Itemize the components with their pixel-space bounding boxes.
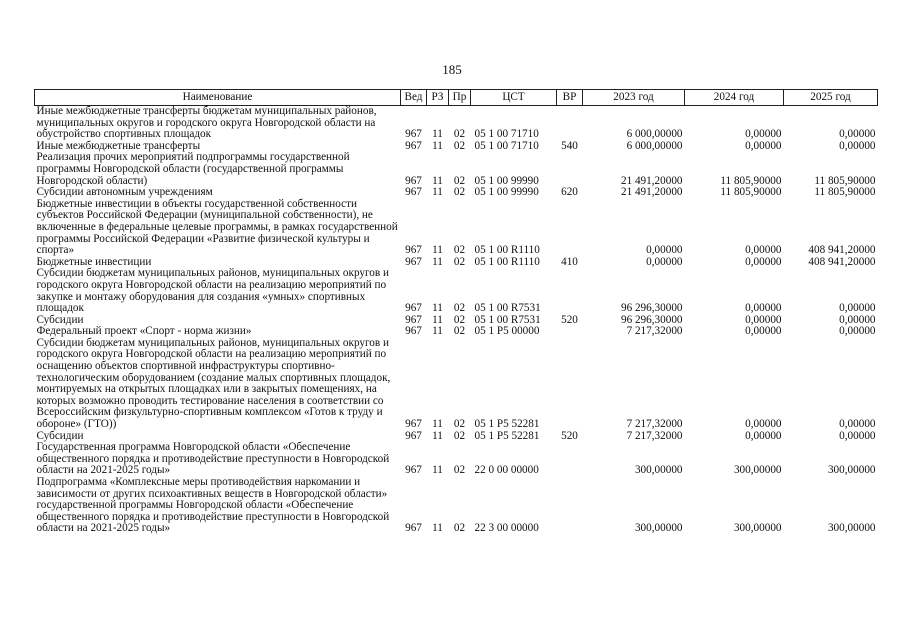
row-amount-2024: 300,00000 (733, 464, 782, 477)
row-ved: 967 (405, 128, 422, 141)
row-ved: 967 (405, 255, 422, 268)
row-name: Субсидии бюджетам муниципальных районов, муниципальных округов и городского округа Новгородской области на реализацию мероприятий по оснащению объектов спортивной инфраструктуры спортивно-технологическим оборудованием (создание малых спортивных площадок, монтируемых на открытых площадках или в закрытых помещениях, на которых возможно проводить тестирование населения в соответствии со Всероссийским физкультурно-спортивным комплексом «Готов к труду и обороне» (ГТО)) (36, 336, 391, 431)
row-amount-2023: 21 491,20000 (620, 186, 683, 199)
row-cst: 05 1 P5 00000 (474, 325, 540, 338)
row-name: Федеральный проект «Спорт - норма жизни» (36, 325, 252, 338)
row-ved: 967 (405, 244, 422, 257)
row-cst: 22 0 00 00000 (474, 464, 539, 477)
row-amount-2024: 11 805,90000 (720, 186, 782, 199)
row-amount-2025: 0,00000 (839, 139, 876, 152)
page-number: 185 (442, 62, 462, 77)
row-amount-2025: 0,00000 (839, 302, 876, 315)
header-ved: Вед (401, 90, 427, 106)
row-name: Субсидии бюджетам муниципальных районов, муниципальных округов и городского округа Новгородской области на реализацию мероприятий по закупке и монтажу оборудования для создания «умных» спортивных площадок (36, 267, 389, 315)
row-amount-2024: 0,00000 (745, 139, 782, 152)
row-vr (557, 199, 583, 257)
row-cst: 05 1 P5 52281 (474, 429, 540, 442)
row-vr: 520 (561, 313, 578, 326)
row-pr: 02 (453, 313, 466, 326)
row-amount-2023: 7 217,32000 (626, 325, 683, 338)
row-pr: 02 (453, 139, 466, 152)
row-ved: 967 (405, 313, 422, 326)
row-rz: 11 (432, 325, 443, 338)
table-row (35, 338, 878, 431)
row-cst: 22 3 00 00000 (474, 522, 539, 535)
row-amount-2025: 300,00000 (827, 522, 876, 535)
header-vr: ВР (557, 90, 583, 106)
row-amount-2024: 11 805,90000 (720, 174, 782, 187)
row-amount-2024: 0,00000 (745, 313, 782, 326)
row-name: Иные межбюджетные трансферты (36, 139, 201, 152)
table-header-row (35, 90, 878, 106)
row-amount-2025: 0,00000 (839, 429, 876, 442)
row-amount-2023: 0,00000 (646, 255, 683, 268)
row-rz: 11 (432, 244, 443, 257)
row-rz: 11 (432, 464, 443, 477)
header-cst: ЦСТ (471, 90, 557, 106)
row-ved: 967 (405, 302, 422, 315)
row-amount-2023: 6 000,00000 (626, 139, 683, 152)
row-rz: 11 (432, 418, 443, 431)
row-amount-2024: 0,00000 (745, 429, 782, 442)
row-pr: 02 (453, 464, 466, 477)
row-ved: 967 (405, 325, 422, 338)
row-name: Государственная программа Новгородской области «Обеспечение общественного порядка и противодействие преступности в Новгородской области на 2021-2025 годы» (36, 441, 390, 477)
row-ved: 967 (405, 522, 422, 535)
row-cst: 05 1 00 99990 (474, 186, 539, 199)
row-amount-2024: 300,00000 (733, 522, 782, 535)
row-cst: 05 1 00 71710 (474, 139, 539, 152)
row-vr (557, 442, 583, 477)
row-amount-2024: 0,00000 (745, 302, 782, 315)
row-vr (557, 326, 583, 338)
row-amount-2025: 0,00000 (839, 313, 876, 326)
row-amount-2025: 0,00000 (839, 418, 876, 431)
row-vr: 520 (561, 429, 578, 442)
row-ved: 967 (405, 174, 422, 187)
row-name: Подпрограмма «Комплексные меры противодействия наркомании и зависимости от других психоактивных веществ в Новгородской области» государственной программы Новгородской области «Обеспечение общественного порядка и противодействие преступности в Новгородской области на 2021-2025 годы» (36, 476, 390, 535)
row-amount-2024: 0,00000 (745, 418, 782, 431)
row-vr (557, 268, 583, 314)
table-row (35, 106, 878, 141)
row-amount-2024: 0,00000 (745, 244, 782, 257)
row-vr: 620 (561, 186, 578, 199)
row-vr: 410 (561, 255, 578, 268)
row-amount-2023: 7 217,32000 (626, 418, 683, 431)
row-pr: 02 (453, 255, 466, 268)
row-pr: 02 (453, 128, 466, 141)
row-cst: 05 1 00 71710 (474, 128, 539, 141)
header-2024: 2024 год (685, 90, 784, 106)
row-rz: 11 (432, 313, 443, 326)
row-ved: 967 (405, 139, 422, 152)
row-amount-2023: 0,00000 (646, 244, 683, 257)
row-ved: 967 (405, 464, 422, 477)
row-vr (557, 152, 583, 187)
row-rz: 11 (432, 522, 443, 535)
row-amount-2025: 0,00000 (839, 128, 876, 141)
row-vr (557, 338, 583, 431)
header-2023: 2023 год (583, 90, 685, 106)
row-amount-2024: 0,00000 (745, 255, 782, 268)
row-pr: 02 (453, 522, 466, 535)
row-rz: 11 (432, 128, 443, 141)
row-amount-2025: 408 941,20000 (808, 244, 876, 257)
header-rz: РЗ (427, 90, 449, 106)
row-ved: 967 (405, 429, 422, 442)
row-pr: 02 (453, 186, 466, 199)
row-amount-2023: 96 296,30000 (620, 313, 683, 326)
row-amount-2023: 300,00000 (634, 464, 683, 477)
row-ved: 967 (405, 186, 422, 199)
row-cst: 05 1 00 R7531 (474, 313, 541, 326)
row-cst: 05 1 P5 52281 (474, 418, 540, 431)
row-amount-2023: 300,00000 (634, 522, 683, 535)
table-body (35, 106, 878, 535)
row-amount-2025: 11 805,90000 (814, 186, 876, 199)
row-amount-2025: 0,00000 (839, 325, 876, 338)
row-amount-2023: 96 296,30000 (620, 302, 683, 315)
header-2025: 2025 год (784, 90, 878, 106)
row-pr: 02 (453, 325, 466, 338)
row-pr: 02 (453, 418, 466, 431)
row-name: Реализация прочих мероприятий подпрограммы государственной программы Новгородской области (государственной программы Новгородской области) (36, 151, 350, 187)
row-amount-2025: 408 941,20000 (808, 255, 876, 268)
row-rz: 11 (432, 139, 443, 152)
row-amount-2023: 6 000,00000 (626, 128, 683, 141)
row-vr: 540 (561, 139, 578, 152)
table-row (35, 477, 878, 535)
row-rz: 11 (432, 255, 443, 268)
table-row (35, 268, 878, 314)
header-pr: Пр (449, 90, 471, 106)
row-cst: 05 1 00 R7531 (474, 302, 541, 315)
table-row (35, 442, 878, 477)
row-name: Бюджетные инвестиции в объекты государственной собственности субъектов Российской Федерации (муниципальной собственности), не включенные в федеральные целевые программы, в рамках государственной программы Российской Федерации «Развитие физической культуры и спорта» (36, 197, 398, 257)
row-cst: 05 1 00 R1110 (474, 255, 540, 268)
row-vr (557, 106, 583, 141)
row-amount-2025: 11 805,90000 (814, 174, 876, 187)
row-name: Субсидии автономным учреждениям (36, 186, 213, 199)
row-name: Бюджетные инвестиции (36, 255, 152, 268)
table-row (35, 199, 878, 257)
row-rz: 11 (432, 186, 443, 199)
row-rz: 11 (432, 174, 443, 187)
row-amount-2023: 21 491,20000 (620, 174, 683, 187)
row-pr: 02 (453, 302, 466, 315)
budget-table (34, 89, 878, 535)
row-rz: 11 (432, 429, 443, 442)
row-cst: 05 1 00 99990 (474, 174, 539, 187)
table-row (35, 187, 878, 199)
row-rz: 11 (432, 302, 443, 315)
row-name: Иные межбюджетные трансферты бюджетам муниципальных районов, муниципальных округов и городского округа Новгородской области на обустройство спортивных площадок (36, 105, 377, 141)
header-name: Наименование (35, 90, 401, 106)
row-name: Субсидии (36, 313, 84, 326)
row-amount-2023: 7 217,32000 (626, 429, 683, 442)
table-row (35, 152, 878, 187)
row-amount-2025: 300,00000 (827, 464, 876, 477)
row-name: Субсидии (36, 429, 84, 442)
row-amount-2024: 0,00000 (745, 128, 782, 141)
row-vr (557, 477, 583, 535)
row-amount-2024: 0,00000 (745, 325, 782, 338)
row-cst: 05 1 00 R1110 (474, 244, 540, 257)
row-ved: 967 (405, 418, 422, 431)
row-pr: 02 (453, 244, 466, 257)
row-pr: 02 (453, 429, 466, 442)
row-pr: 02 (453, 174, 466, 187)
